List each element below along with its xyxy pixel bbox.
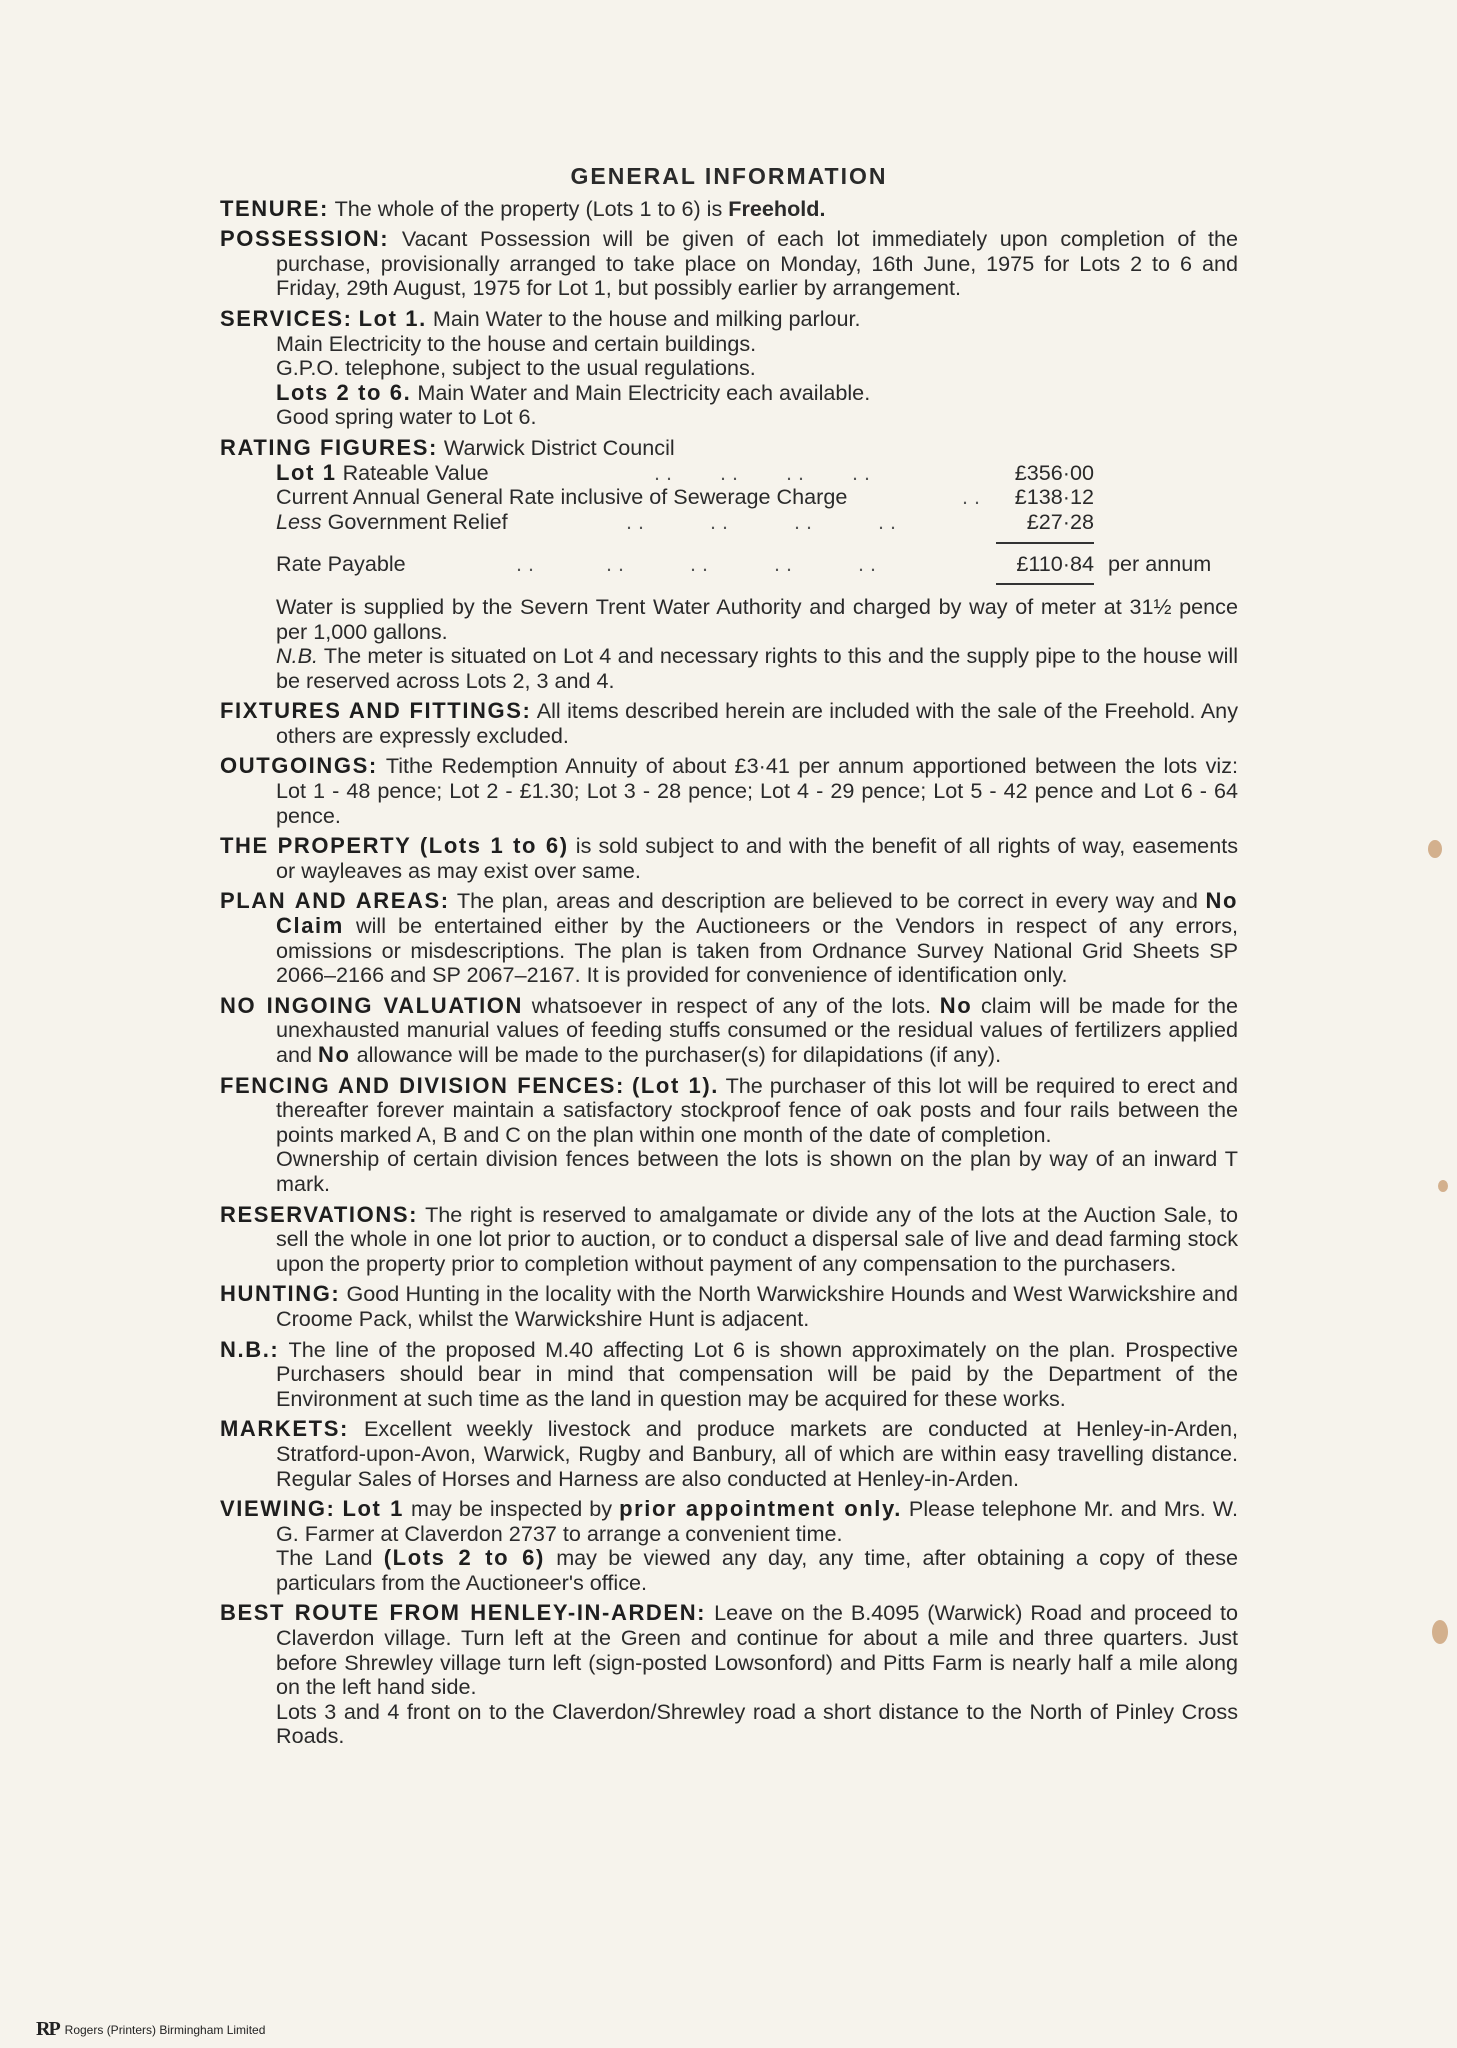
printer-name: Rogers (Printers) Birmingham Limited [64,2022,266,2037]
section-hunting [220,1282,1238,1331]
section-text: Vacant Possession will be given of each lot immediately upon completion of the purchase, provisionally arranged to take place on Monday, 16th June, 1975 for Lots 2 to 6 and Friday, 29th August, 1975 for Lot 1, but possibly earlier by arrangement. [276,226,1238,301]
section-heading: BEST ROUTE FROM HENLEY-IN-ARDEN: [220,1600,707,1626]
section-heading: FIXTURES AND FITTINGS: [220,698,532,724]
rating-label [276,461,996,486]
leader-dots: . . . . . . . . [626,508,896,534]
section-heading: SERVICES: [220,305,353,331]
section-text: The purchaser of this lot will be required to erect and thereafter forever maintain a satisfactory stockproof fence of oak posts and four rails between the points marked A, B and C on the plan within one month of the date of completion. [276,1072,1239,1147]
water-text: Water is supplied by the Severn Trent Water Authority and charged by way of meter at 31½ pence per 1,000 gallons. [276,593,1238,644]
section-fencing [220,1074,1238,1197]
no-label: No [939,992,973,1018]
council-name: Warwick District Council [443,434,675,460]
section-text: The Land [276,1545,373,1571]
leader-dots: . . . . . . . . . . [516,551,876,577]
no-claim-label: No Claim [276,888,1239,939]
section-text: Please telephone Mr. and Mrs. W. G. Farmer at Claverdon 2737 to arrange a convenient time. [276,1496,1238,1546]
section-text: The plan, areas and description are believed to be correct in every way and [456,888,1198,914]
stain-spot [1428,840,1442,858]
section-heading: RATING FIGURES: [220,434,438,460]
section-ingoing [220,994,1238,1068]
rating-row [276,461,1238,486]
section-heading: NO INGOING VALUATION [220,992,523,1018]
section-text: Main Water to the house and milking parlour. [432,305,861,331]
section-text: claim will be made for the unexhausted manurial values of feeding stuffs consumed or the residual values of fertilizers applied and [276,992,1239,1067]
rate-payable-label: Rate Payable [276,551,406,577]
per-annum-label: per annum [1108,551,1212,577]
rating-label-text: Rateable Value [342,459,489,485]
lot1-label: Lot 1 [342,1496,405,1522]
section-rating [220,436,1238,693]
stain-spot [1438,1180,1448,1192]
section-heading: RESERVATIONS: [220,1201,419,1227]
section-text: Leave on the B.4095 (Warwick) Road and proceed to Claverdon village. Turn left at the Green and continue for about a mile and three quarters. Just before Shrewley village turn left (sign-posted Lowsonford) and Pitts Farm is nearly half a mile along on the left hand side. [276,1600,1239,1700]
lots-2-6-label: Lots 2 to 6. [276,379,412,405]
section-text: whatsoever in respect of any of the lots. [531,992,932,1018]
section-outgoings [220,754,1238,828]
rating-row [276,510,1238,535]
rating-amount: £138·12 [1014,484,1094,510]
section-heading: N.B.: [220,1336,280,1362]
section-text: Excellent weekly livestock and produce markets are conducted at Henley-in-Arden, Stratford-upon-Avon, Warwick, Rugby and Banbury, all of which are within easy travelling distance. Regular Sales of Horses and Harness are also conducted at Henley-in-Arden. [276,1416,1238,1491]
section-heading: POSSESSION: [220,226,390,252]
section-nb [220,1338,1238,1412]
section-text: will be entertained either by the Auctioneers or the Vendors in respect of any errors, omissions or misdescriptions. The plan is taken from Ordnance Survey National Grid Sheets SP 2066–2166 and SP 2067–2167. It is provided for convenience of identification only. [276,913,1238,988]
lot1-label: Lot 1. [358,305,427,331]
nb-label: N.B. [276,643,318,669]
section-tenure [220,197,1238,222]
section-text: The whole of the property (Lots 1 to 6) is [334,195,723,221]
sum-rule [996,542,1094,544]
document-page [220,164,1238,1755]
section-heading: PLAN AND AREAS: [220,888,450,914]
prior-appointment-label: prior appointment only. [619,1496,902,1522]
section-text: allowance will be made to the purchaser(s) for dilapidations (if any). [356,1042,1002,1067]
leader-dots: . . . . . . . . [654,459,870,485]
section-text: Good Hunting in the locality with the North Warwickshire Hounds and West Warwickshire and Croome Pack, whilst the Warwickshire Hunt is adjacent. [276,1281,1238,1331]
nb-text [276,644,1238,693]
section-viewing [220,1497,1238,1595]
services-line: Good spring water to Lot 6. [276,404,537,430]
section-heading: FENCING AND DIVISION FENCES: [220,1072,625,1098]
freehold-label: Freehold. [728,195,826,221]
rating-label [276,552,996,577]
section-route [220,1601,1238,1749]
section-reservations [220,1203,1238,1277]
stain-spot [1432,1620,1448,1644]
section-markets [220,1417,1238,1491]
section-text: Main Water and Main Electricity each available. [417,379,871,405]
rating-total-row [276,552,1238,577]
services-line: Main Electricity to the house and certain buildings. [276,330,757,356]
no-label: No [318,1042,351,1067]
total-rule [996,583,1094,585]
section-text: Ownership of certain division fences between the lots is shown on the plan by way of an inward T mark. [276,1146,1238,1196]
section-text: The right is reserved to amalgamate or divide any of the lots at the Auction Sale, to sell the whole in one lot prior to auction, or to conduct a dispersal sale of live and dead farming stock upon the property prior to completion without payment of any compensation to the purchasers. [276,1201,1239,1276]
rating-amount: £356·00 [1014,459,1094,485]
leader-dots: . . [962,484,980,510]
services-line: G.P.O. telephone, subject to the usual regulations. [276,355,756,381]
section-heading: OUTGOINGS: [220,753,378,779]
section-fixtures [220,699,1238,748]
rating-label [276,510,996,535]
printer-footer [36,2018,265,2041]
page-title: GENERAL INFORMATION [570,163,888,189]
services-line [276,381,1238,406]
section-possession [220,227,1238,301]
section-heading: TENURE: [220,195,329,221]
section-heading: VIEWING: [220,1496,336,1522]
rating-table [276,461,1238,585]
section-text: may be viewed any day, any time, after obtaining a copy of these particulars from the Auctioneer's office. [276,1545,1239,1595]
section-services [220,307,1238,430]
viewing-land [276,1546,1238,1595]
lot1-label: Lot 1 [276,459,337,485]
rate-payable-amount: £110·84 [1016,551,1094,577]
section-property [220,834,1238,883]
nb-body: The meter is situated on Lot 4 and necessary rights to this and the supply pipe to the house will be reserved across Lots 2, 3 and 4. [276,643,1239,693]
section-heading: MARKETS: [220,1416,349,1442]
less-label: Less [276,508,322,534]
section-text: The line of the proposed M.40 affecting Lot 6 is shown approximately on the plan. Prospective Purchasers should bear in mind that compensation will be paid by the Department of the Environment at such time as the land in question may be acquired for these works. [276,1336,1239,1411]
section-text: All items described herein are included with the sale of the Freehold. Any others are expressly excluded. [276,698,1238,748]
section-text: is sold subject to and with the benefit of all rights of way, easements or wayleaves as may exist over same. [276,833,1238,883]
rating-row [276,485,1238,510]
lot1-label: (Lot 1). [631,1072,720,1098]
section-heading: HUNTING: [220,1281,341,1307]
rating-label-text: Current Annual General Rate inclusive of Sewerage Charge [276,484,848,510]
section-text: Lots 3 and 4 front on to the Claverdon/Shrewley road a short distance to the North of Pinley Cross Roads. [276,1698,1238,1749]
section-text: may be inspected by [411,1496,613,1522]
rating-amount: £27·28 [1026,508,1094,534]
section-heading: THE PROPERTY (Lots 1 to 6) [220,833,569,859]
rating-label [276,485,996,510]
lots-2-6-label: (Lots 2 to 6) [383,1545,545,1571]
section-plan [220,889,1238,987]
section-text: Tithe Redemption Annuity of about £3·41 per annum apportioned between the lots viz: Lot 1 - 48 pence; Lot 2 - £1.30; Lot 3 - 28 pence; Lot 4 - 29 pence; Lot 5 - 42 pence and Lot 6 - 64 pence. [276,753,1239,828]
rating-label-text: Government Relief [327,508,508,534]
printer-logo: RP [36,2018,59,2040]
